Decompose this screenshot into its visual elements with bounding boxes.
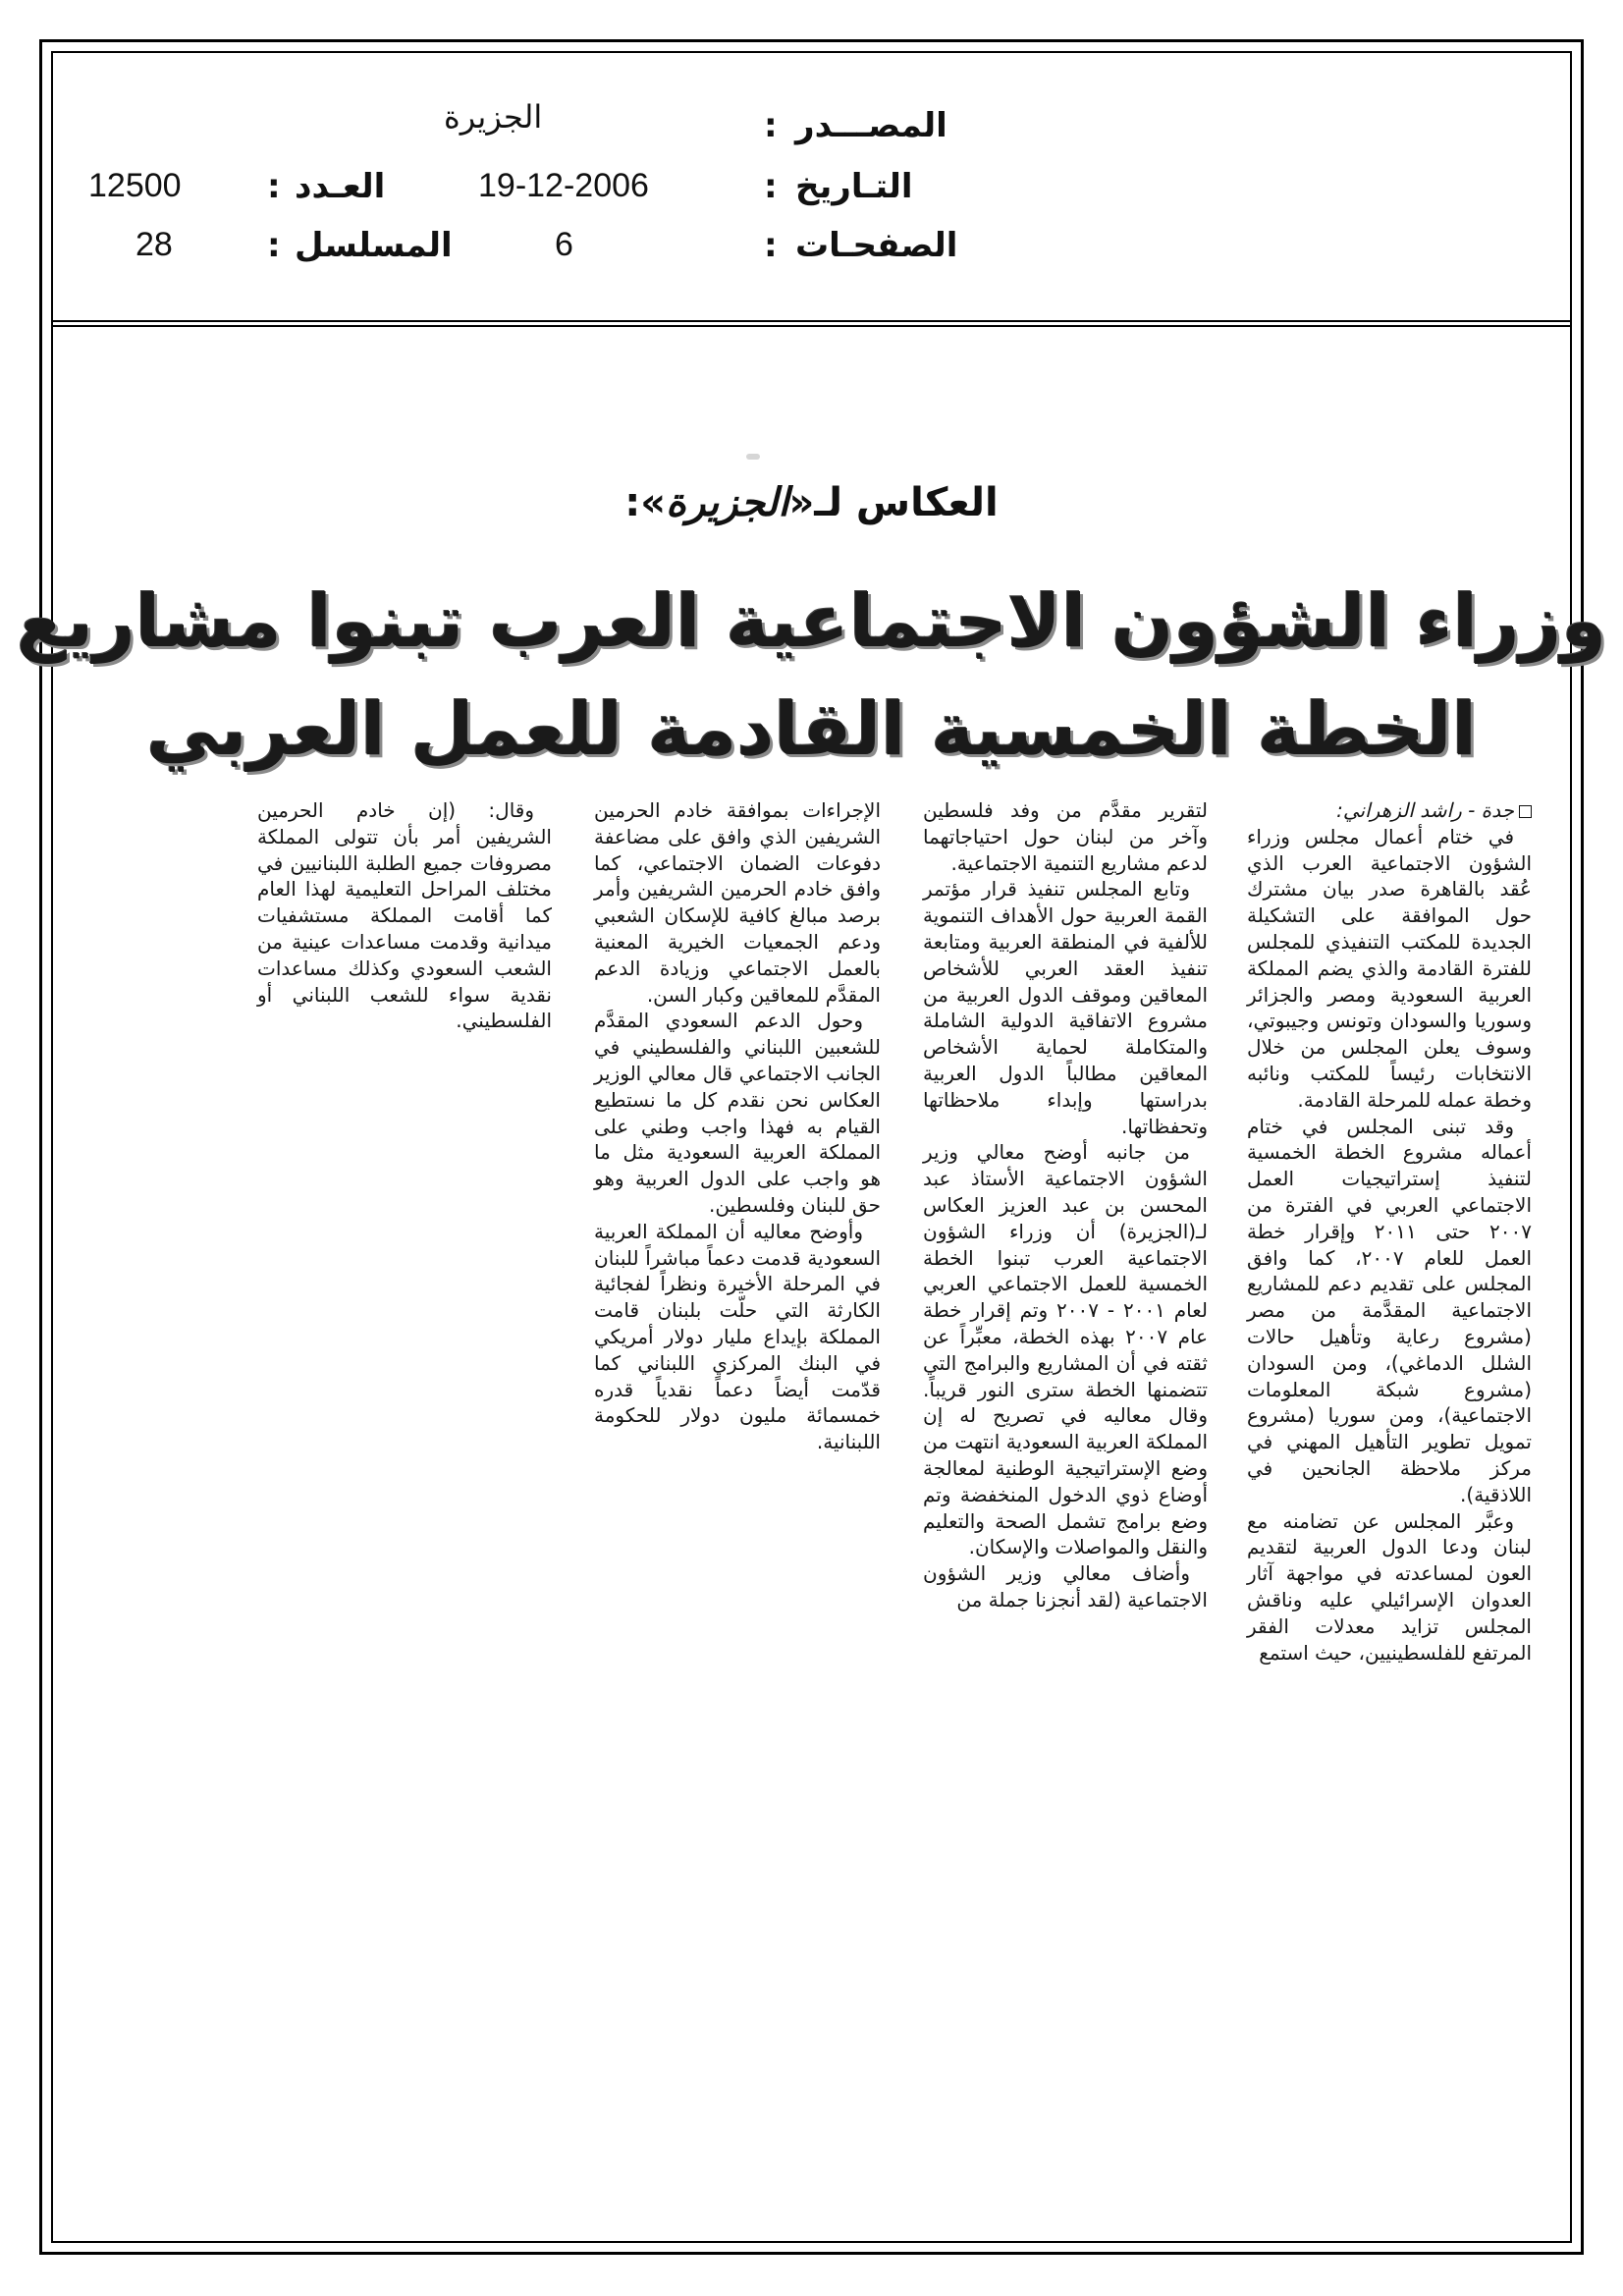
- byline-text: جدة - راشد الزهراني:: [1336, 798, 1514, 822]
- col3-paragraph-3: وأوضح معاليه أن المملكة العربية السعودية قدمت دعماً مباشراً للبنان في المرحلة الأخيرة ونظراً لفجائية الكارثة التي حلّت بلبنان قامت المملكة بإيداع مليار دولار أمريكي في البنك المركزي اللبناني كما قدّمت أيضاً دعماً نقدياً قدره خمسمائة مليون دولار للحكومة اللبنانية.: [594, 1219, 881, 1454]
- article-kicker: [0, 479, 1623, 525]
- kicker-suffix: »:: [624, 480, 667, 525]
- kicker-prefix: العكاس لـ«: [788, 480, 999, 525]
- col3-paragraph-1: الإجراءات بموافقة خادم الحرمين الشريفين الذي وافق على مضاعفة دفوعات الضمان الاجتماعي، كما وافق خادم الحرمين الشريفين وأمر برصد مبالغ كافية للإسكان الشعبي ودعم الجمعيات الخيرية المعنية بالعمل الاجتماعي وزيادة الدعم المقدَّم للمعاقين وكبار السن.: [594, 798, 881, 1007]
- issue-value: 12500: [88, 167, 182, 204]
- col2-paragraph-1: لتقرير مقدَّم من وفد فلسطين وآخر من لبنان حول احتياجاتهما لدعم مشاريع التنمية الاجتماعية.: [923, 798, 1208, 875]
- byline-square-icon: [1519, 805, 1532, 818]
- serial-value: 28: [135, 226, 173, 263]
- pages-value: 6: [555, 226, 573, 263]
- article-column-2: [923, 797, 1208, 1613]
- date-label: التـاريخ: [795, 167, 913, 206]
- article-column-4: [257, 797, 552, 1034]
- byline: [1247, 797, 1532, 824]
- col2-paragraph-4: وأضاف معالي وزير الشؤون الاجتماعية (لقد أنجزنا جملة من: [923, 1561, 1208, 1612]
- serial-colon: :: [267, 226, 281, 265]
- serial-label: المسلسل: [295, 226, 453, 265]
- col2-paragraph-3: من جانبه أوضح معالي وزير الشؤون الاجتماعية الأستاذ عبد المحسن بن عبد العزيز العكاس لـ(الجزيرة) أن وزراء الشؤون الاجتماعية العرب تبنوا الخطة الخمسية للعمل الاجتماعي العربي لعام ٢٠٠١ - ٢٠٠٧ وتم إقرار خطة عام ٢٠٠٧ بهذه الخطة، معبِّراً عن ثقته في أن المشاريع والبرامج التي تتضمنها الخطة سترى النور قريباً. وقال معاليه في تصريح له إن المملكة العربية السعودية انتهت من وضع الإستراتيجية الوطنية لمعالجة أوضاع ذوي الدخول المنخفضة وتم وضع برامج تشمل الصحة والتعليم والنقل والمواصلات والإسكان.: [923, 1140, 1209, 1559]
- scan-speck: [746, 454, 760, 460]
- col3-paragraph-2: وحول الدعم السعودي المقدَّم للشعبين اللبناني والفلسطيني في الجانب الاجتماعي قال معالي الوزير العكاس نحن نقدم كل ما نستطيع القيام به فهذا واجب وطني على المملكة العربية السعودية مثل ما هو واجب على الدول العربية وهو حق للبنان وفلسطين.: [594, 1009, 881, 1217]
- article-column-3: [594, 797, 881, 1455]
- col3-paragraph-4: وقال: (إن خادم الحرمين الشريفين أمر بأن تتولى المملكة مصروفات جميع الطلبة اللبنانيين في مختلف المراحل التعليمية لهذا العام كما أقامت المملكة مستشفيات ميدانية وقدمت مساعدات عينية من الشعب السعودي وكذلك مساعدات نقدية سواء للشعب اللبناني أو الفلسطيني.: [257, 798, 552, 1033]
- pages-label: الصفحـات: [795, 226, 958, 265]
- col2-paragraph-2: وتابع المجلس تنفيذ قرار مؤتمر القمة العربية حول الأهداف التنموية للألفية في المنطقة العربية ومتابعة تنفيذ العقد العربي للأشخاص المعاقين وموقف الدول العربية من مشروع الاتفاقية الدولية الشاملة والمتكاملة لحماية الأشخاص المعاقين مطالباً الدول العربية بدراستها وإبداء ملاحظاتها وتحفظاتها.: [923, 877, 1208, 1138]
- header-divider: [51, 320, 1572, 327]
- source-label: المصـــدر: [795, 106, 947, 145]
- headline-line-2: الخطة الخمسية القادمة للعمل العربي: [146, 687, 1477, 772]
- issue-label: العـدد: [295, 167, 386, 206]
- pages-colon: :: [764, 226, 778, 265]
- issue-colon: :: [267, 167, 281, 206]
- headline-line-1: وزراء الشؤون الاجتماعية العرب تبنوا مشاريع: [16, 579, 1607, 664]
- col1-paragraph-2: وقد تبنى المجلس في ختام أعماله مشروع الخطة الخمسية لتنفيذ إستراتيجيات العمل الاجتماعي العربي في الفترة من ٢٠٠٧ حتى ٢٠١١ وإقرار خطة العمل للعام ٢٠٠٧، كما وافق المجلس على تقديم دعم للمشاريع الاجتماعية المقدَّمة من مصر (مشروع رعاية وتأهيل حالات الشلل الدماغي)، ومن السودان (مشروع شبكة المعلومات الاجتماعية)، ومن سوريا (مشروع تمويل تطوير التأهيل المهني في مركز ملاحظة الجانحين في اللاذقية).: [1247, 1114, 1532, 1506]
- date-value: 19-12-2006: [478, 167, 649, 204]
- source-colon: :: [764, 106, 778, 145]
- kicker-brand: الجزيرة: [666, 479, 789, 525]
- date-colon: :: [764, 167, 778, 206]
- source-value: الجزيرة: [444, 98, 543, 136]
- article-column-1: [1247, 797, 1532, 1666]
- col1-paragraph-3: وعبَّر المجلس عن تضامنه مع لبنان ودعا الدول العربية لتقديم العون لمساعدته في مواجهة آثار العدوان الإسرائيلي عليه وناقش المجلس تزايد معدلات الفقر المرتفع للفلسطينيين، حيث استمع: [1247, 1508, 1532, 1665]
- col1-paragraph-1: في ختام أعمال مجلس وزراء الشؤون الاجتماعية العرب الذي عُقد بالقاهرة صدر بيان مشترك حول الموافقة على التشكيلة الجديدة للمكتب التنفيذي للمجلس للفترة القادمة والذي يضم المملكة العربية السعودية ومصر والجزائر وسوريا والسودان وتونس وجيبوتي، وسوف يعلن المجلس من خلال الانتخابات رئيساً للمكتب ونائبه وخطة عمله للمرحلة القادمة.: [1247, 824, 1532, 1112]
